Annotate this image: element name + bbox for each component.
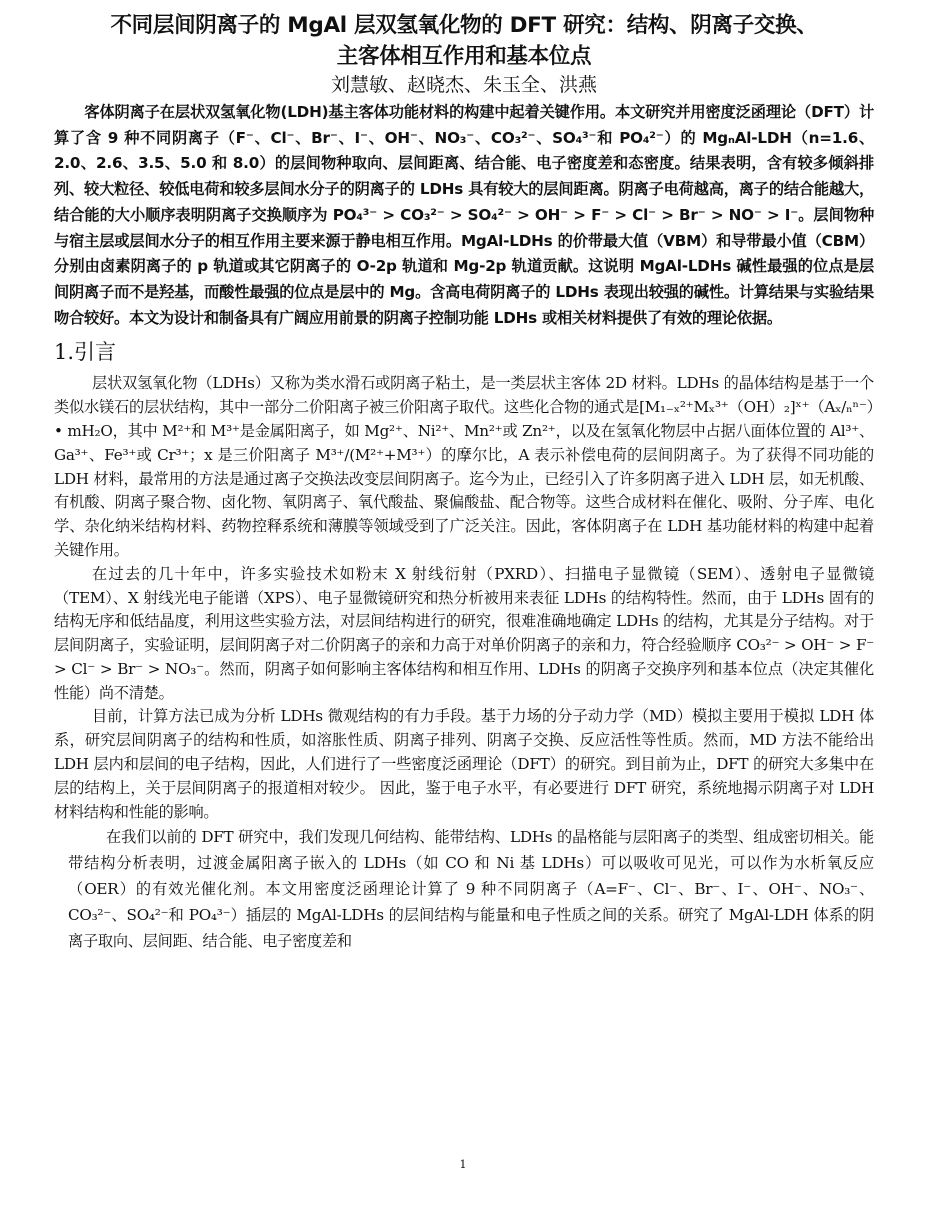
title-line-2: 主客体相互作用和基本位点 xyxy=(336,44,592,69)
section-heading-introduction: 1.引言 xyxy=(54,340,117,365)
body-paragraph-3: 目前，计算方法已成为分析 LDHs 微观结构的有力手段。基于力场的分子动力学（MD）模拟主要用于模拟 LDH 体系，研究层间阴离子的结构和性质，如溶胀性质、阴离子排列、阴离子交换、反应活性等性质。然而，MD 方法不能给出 LDH 层内和层间的电子结构，因此，人们进行了一些密度泛函理论（DFT）的研究。到目前为止，DFT 的研究大多集中在层的结构上，关于层间阴离子的报道相对较少。 因此，鉴于电子水平，有必要进行 DFT 研究，系统地揭示阴离子对 LDH 材料结构和性能的影响。 xyxy=(54,707,874,821)
title-line-1: 不同层间阴离子的 MgAl 层双氢氧化物的 DFT 研究：结构、阴离子交换、 xyxy=(110,13,818,38)
page-number: 1 xyxy=(459,1158,467,1171)
body-paragraph-1: 层状双氢氧化物（LDHs）又称为类水滑石或阴离子粘土，是一类层状主客体 2D 材料。LDHs 的晶体结构是基于一个类似水镁石的层状结构，其中一部分二价阳离子被三价阳离子取代。这些化合物的通式是[M₁₋ₓ²⁺Mₓ³⁺（OH）₂]ˣ⁺（Aₓ/ₙⁿ⁻）• mH₂O，其中 M²⁺和 M³⁺是金属阳离子，如 Mg²⁺、Ni²⁺、Mn²⁺或 Zn²⁺，以及在氢氧化物层中占据八面体位置的 Al³⁺、Ga³⁺、Fe³⁺或 Cr³⁺；x 是三价阳离子 M³⁺/(M²⁺+M³⁺）的摩尔比，A 表示补偿电荷的层间阴离子。为了获得不同功能的 LDH 材料，最常用的方法是通过离子交换法改变层间阴离子。迄今为止，已经引入了许多阴离子进入 LDH 层，如无机酸、有机酸、阴离子聚合物、卤化物、氧阴离子、氧代酸盐、聚偏酸盐、配合物等。这些合成材料在催化、吸附、分子库、电化学、杂化纳米结构材料、药物控释系统和薄膜等领域受到了广泛关注。因此，客体阴离子在 LDH 基功能材料的构建中起着关键作用。 xyxy=(54,374,874,559)
paper-title xyxy=(54,10,874,72)
body-paragraph-2: 在过去的几十年中，许多实验技术如粉末 X 射线衍射（PXRD）、扫描电子显微镜（SEM）、透射电子显微镜（TEM）、X 射线光电子能谱（XPS）、电子显微镜研究和热分析被用来表征 LDHs 的结构特性。然而，由于 LDHs 固有的结构无序和低结晶度，利用这些实验方法，对层间结构进行的研究，很难准确地确定 LDHs 的结构，尤其是分子结构。对于层间阴离子，实验证明，层间阴离子对二价阴离子的亲和力高于对单价阴离子的亲和力，符合经验顺序 CO₃²⁻ > OH⁻ > F⁻ > Cl⁻ > Br⁻ > NO₃⁻。然而，阴离子如何影响主客体结构和相互作用、LDHs 的阴离子交换序列和基本位点（决定其催化性能）尚不清楚。 xyxy=(54,564,874,702)
abstract: 客体阴离子在层状双氢氧化物(LDH)基主客体功能材料的构建中起着关键作用。本文研究并用密度泛函理论（DFT）计算了含 9 种不同阴离子（F⁻、Cl⁻、Br⁻、I⁻、OH⁻、NO₃⁻、CO₃²⁻、SO₄³⁻和 PO₄²⁻）的 MgₙAl-LDH（n=1.6、2.0、2.6、3.5、5.0 和 8.0）的层间物种取向、层间距离、结合能、电子密度差和态密度。结果表明，含有较多倾斜排列、较大粒径、较低电荷和较多层间水分子的阴离子的 LDHs 具有较大的层间距离。阴离子电荷越高，离子的结合能越大，结合能的大小顺序表明阴离子交换顺序为 PO₄³⁻ > CO₃²⁻ > SO₄²⁻ > OH⁻ > F⁻ > Cl⁻ > Br⁻ > NO⁻ > I⁻。层间物种与宿主层或层间水分子的相互作用主要来源于静电相互作用。MgAl-LDHs 的价带最大值（VBM）和导带最小值（CBM）分别由卤素阴离子的 p 轨道或其它阴离子的 O-2p 轨道和 Mg-2p 轨道贡献。这说明 MgAl-LDHs 碱性最强的位点是层间阴离子而不是羟基，而酸性最强的位点是层中的 Mg。含高电荷阴离子的 LDHs 表现出较强的碱性。计算结果与实验结果吻合较好。本文为设计和制备具有广阔应用前景的阴离子控制功能 LDHs 或相关材料提供了有效的理论依据。 xyxy=(54,103,874,327)
author-list: 刘慧敏、赵晓杰、朱玉全、洪燕 xyxy=(330,74,597,96)
body-paragraph-4: 在我们以前的 DFT 研究中，我们发现几何结构、能带结构、LDHs 的晶格能与层阳离子的类型、组成密切相关。能带结构分析表明，过渡金属阳离子嵌入的 LDHs（如 CO 和 Ni 基 LDHs）可以吸收可见光，可以作为水析氧反应（OER）的有效光催化剂。本文用密度泛函理论计算了 9 种不同阴离子（A=F⁻、Cl⁻、Br⁻、I⁻、OH⁻、NO₃⁻、CO₃²⁻、SO₄²⁻和 PO₄³⁻）插层的 MgAl-LDHs 的层间结构与能量和电子性质之间的关系。研究了 MgAl-LDH 体系的阴离子取向、层间距、结合能、电子密度差和 xyxy=(68,828,874,951)
page-body xyxy=(54,10,874,954)
